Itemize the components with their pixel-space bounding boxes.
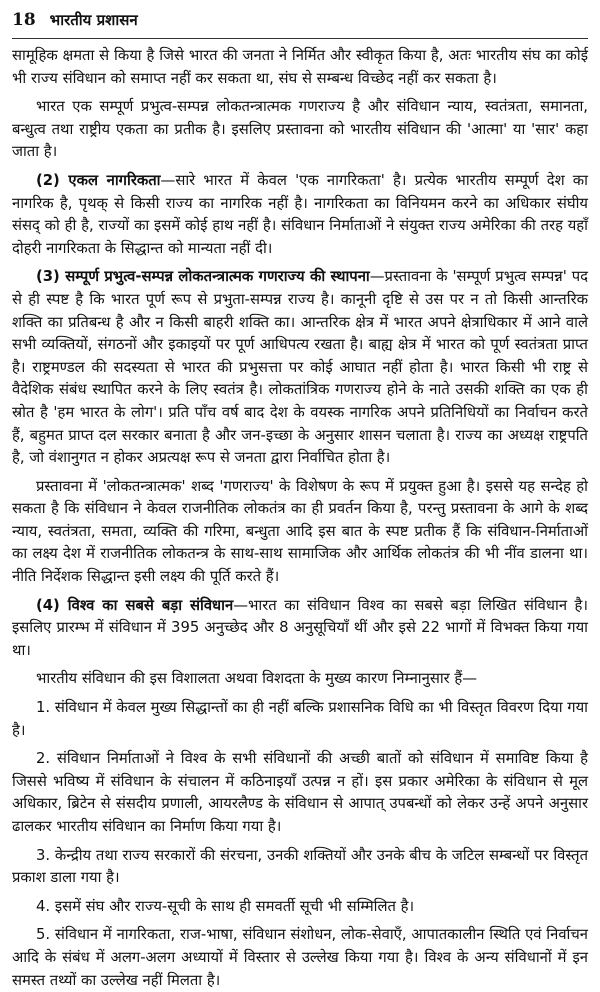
paragraph-democratic-adjective: प्रस्तावना में 'लोकतन्त्रात्मक' शब्द 'गणराज्य' के विशेषण के रूप में प्रयुक्त हुआ है। इससे यह सन्देह हो सकता है कि संविधान ने केवल राजनीतिक लोकतंत्र का ही प्रवर्तन किया है, परन्तु प्रस्तावना के आगे के शब्द न्याय, स्वतंत्रता, समता, व्यक्ति की गरिमा, बन्धुता आदि इस बात के स्पष्ट प्रतीक हैं कि संविधान-निर्माताओं का लक्ष्य देश में राजनीतिक लोकतन्त्र के साथ-साथ सामाजिक और आर्थिक लोकतंत्र की भी नींव डालना था। नीति निर्देशक सिद्धान्त इसी लक्ष्य की पूर्ति करते हैं। (12, 477, 588, 586)
section-heading: (3) सम्पूर्ण प्रभुत्व-सम्पन्न लोकतन्त्रात्मक गणराज्य की स्थापना (36, 268, 370, 286)
paragraph-preamble-symbol: भारत एक सम्पूर्ण प्रभुत्व-सम्पन्न लोकतन्त्रात्मक गणराज्य है और संविधान न्याय, स्वतंत्रता, समानता, बन्धुत्व तथा राष्ट्रीय एकता का प्रतीक है। इसलिए प्रस्तावना को भारतीय संविधान की 'आत्मा' या 'सार' कहा जाता है। (12, 98, 588, 161)
list-item-5: 5. संविधान में नागरिकता, राज-भाषा, संविधान संशोधन, लोक-सेवाएँ, आपातकालीन स्थिति एवं निर्वाचन आदि के संबंध में अलग-अलग अध्यायों में विस्तार से उल्लेख किया गया है। विश्व के अन्य संविधानों में इन समस्त तथ्यों का उल्लेख नहीं मिलता है। (12, 926, 588, 989)
list-item-2: 2. संविधान निर्माताओं ने विश्व के सभी संविधानों की अच्छी बातों को संविधान में समाविष्ट किया है जिससे भविष्य में संविधान के संचालन में कठिनाइयाँ उत्पन्न न हों। इस प्रकार अमेरिका के संविधान से मूल अधिकार, ब्रिटेन से संसदीय प्रणाली, आयरलैण्ड के संविधान से आपात् उपबन्धों को लेकर उन्हें अपने अनुसार ढालकर भारतीय संविधान का निर्माण किया गया है। (12, 750, 588, 835)
page-number: 18 (12, 10, 36, 30)
paragraph-reasons-intro: भारतीय संविधान की इस विशालता अथवा विशदता के मुख्य कारण निम्नानुसार हैं— (36, 670, 478, 688)
list-item-1: 1. संविधान में केवल मुख्य सिद्धान्तों का ही नहीं बल्कि प्रशासनिक विधि का भी विस्तृत विवरण दिया गया है। (12, 699, 588, 739)
list-item-4: 4. इसमें संघ और राज्य-सूची के साथ ही समवर्ती सूची भी सम्मिलित है। (36, 897, 415, 915)
section-largest-constitution (12, 595, 588, 663)
list-item-3: 3. केन्द्रीय तथा राज्य सरकारों की संरचना, उनकी शक्तियों और उनके बीच के जटिल सम्बन्धों पर विस्तृत प्रकाश डाला गया है। (12, 846, 588, 887)
section-sovereign-republic (12, 266, 588, 469)
page-body (12, 39, 588, 992)
section-single-citizenship (12, 170, 588, 260)
section-heading: (4) विश्व का सबसे बड़ा संविधान (36, 596, 234, 614)
section-text: —प्रस्तावना के 'सम्पूर्ण प्रभुत्व सम्पन्न' पद से ही स्पष्ट है कि भारत पूर्ण रूप से प्रभुता-सम्पन्न राज्य है। कानूनी दृष्टि से उस पर न तो किसी आन्तरिक शक्ति का प्रतिबन्ध है और न किसी बाहरी शक्ति का। आन्तरिक क्षेत्र में भारत अपने क्षेत्राधिकार में आने वाले सभी व्यक्तियों, संगठनों और इकाइयों पर पूर्ण आधिपत्य रखता है। बाह्य क्षेत्र में भारत को पूर्ण स्वतंत्रता प्राप्त है। राष्ट्रमण्डल की सदस्यता से भारत की प्रभुसत्ता पर कोई आघात नहीं होता है। भारत किसी भी राष्ट्र से वैदेशिक संबंध स्थापित करने के लिए स्वतंत्र है। लोकतांत्रिक गणराज्य होने के नाते उसकी शक्ति का एक ही स्रोत है 'हम भारत के लोग'। प्रति पाँच वर्ष बाद देश के वयस्क नागरिक अपने प्रतिनिधियों का निर्वाचन करते हैं, बहुमत प्राप्त दल सरकार बनाता है और जन-इच्छा के अनुसार शासन चलाता है। राज्य का अध्यक्ष राष्ट्रपति है, जो वंशानुगत न होकर अप्रत्यक्ष रूप से जनता द्वारा निर्वाचित होता है। (12, 268, 588, 467)
section-text: —सारे भारत में केवल 'एक नागरिकता' है। प्रत्येक भारतीय सम्पूर्ण देश का नागरिक है, पृथक् से किसी राज्य का नागरिक नहीं है। नागरिकता का विनियमन करने का अधिकार संघीय संसद् को ही है, राज्यों का इसमें कोई हाथ नहीं है। संविधान निर्माताओं ने संयुक्त राज्य अमेरिका की तरह यहाँ दोहरी नागरिकता के सिद्धान्त को मान्यता नहीं दी। (12, 171, 589, 257)
running-title: भारतीय प्रशासन (49, 11, 138, 29)
paragraph-continuation: सामूहिक क्षमता से किया है जिसे भारत की जनता ने निर्मित और स्वीकृत किया है, अतः भारतीय संघ का कोई भी राज्य संविधान को समाप्त नहीं कर सकता था, संघ से सम्बन्ध विच्छेद नहीं कर सकता है। (12, 47, 588, 87)
page-header (12, 10, 588, 39)
section-text: —भारत का संविधान विश्व का सबसे बड़ा लिखित संविधान है। इसलिए प्रारम्भ में संविधान में 395 अनुच्छेद और 8 अनुसूचियाँ थीं और इसे 22 भागों में विभक्त किया गया था। (12, 596, 588, 659)
section-heading: (2) एकल नागरिकता (36, 171, 161, 189)
